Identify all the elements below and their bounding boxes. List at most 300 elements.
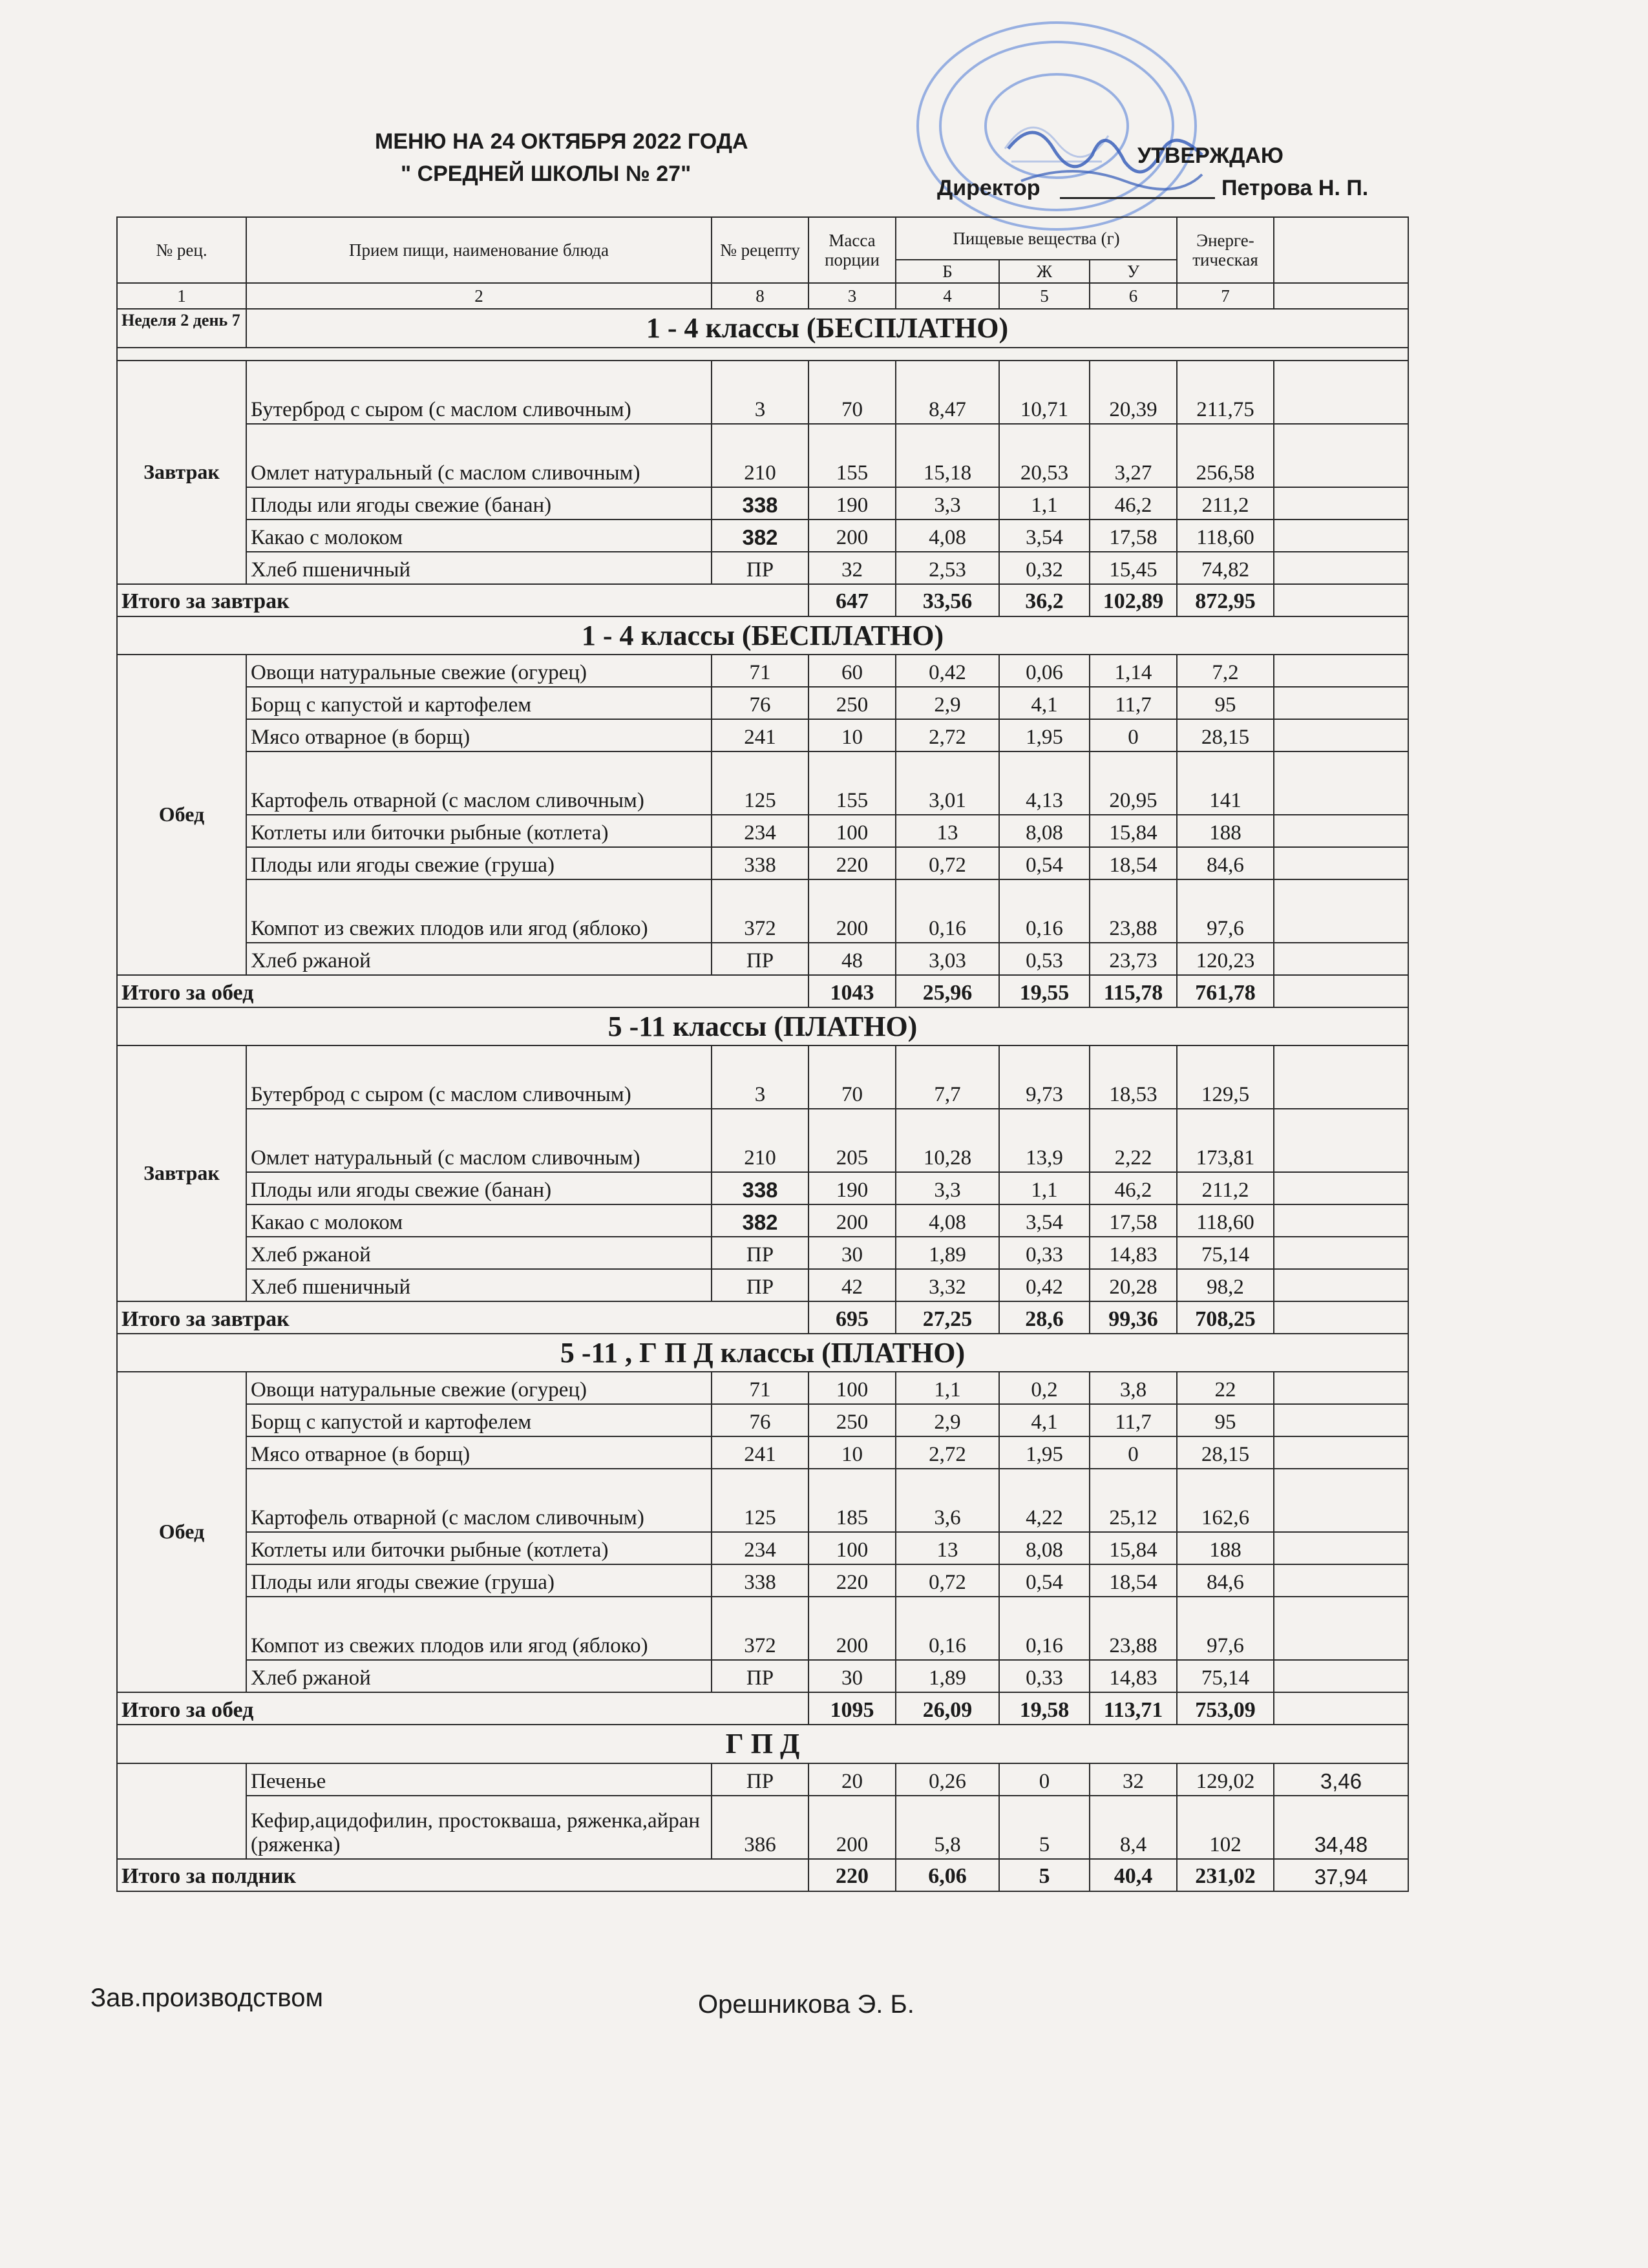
portion-mass: 100 [808, 1532, 896, 1564]
recipe-number: 3 [712, 1045, 808, 1109]
portion-mass: 190 [808, 1172, 896, 1204]
section-title-row [117, 1007, 1408, 1045]
dish-name: Бутерброд с сыром (с маслом сливочным) [246, 361, 712, 424]
col-u-header: У [1090, 260, 1177, 283]
portion-mass: 32 [808, 552, 896, 584]
carb-value: 17,58 [1090, 1204, 1177, 1237]
total-carb: 102,89 [1090, 584, 1177, 616]
approve-label: УТВЕРЖДАЮ [1137, 143, 1284, 168]
extra-value [1274, 1597, 1408, 1660]
dish-name: Компот из свежих плодов или ягод (яблоко) [246, 879, 712, 943]
section-title: 5 -11 классы (ПЛАТНО) [117, 1007, 1408, 1045]
dish-name: Компот из свежих плодов или ягод (яблоко) [246, 1597, 712, 1660]
protein-value: 0,42 [896, 655, 999, 687]
total-energy: 761,78 [1177, 975, 1274, 1007]
total-mass: 220 [808, 1859, 896, 1891]
carb-value: 17,58 [1090, 520, 1177, 552]
recipe-number: 386 [712, 1796, 808, 1859]
portion-mass: 220 [808, 847, 896, 879]
protein-value: 2,72 [896, 1436, 999, 1469]
dish-name: Борщ с капустой и картофелем [246, 1404, 712, 1436]
fat-value: 8,08 [999, 815, 1090, 847]
energy-value: 84,6 [1177, 1564, 1274, 1597]
energy-value: 98,2 [1177, 1269, 1274, 1301]
week-day-label: Неделя 2 день 7 [117, 309, 246, 347]
extra-value: 3,46 [1274, 1763, 1408, 1796]
dish-row [117, 655, 1408, 687]
fat-value: 13,9 [999, 1109, 1090, 1172]
dish-row [117, 1660, 1408, 1692]
col-dish-header: Прием пищи, наименование блюда [246, 217, 712, 283]
dish-name: Мясо отварное (в борщ) [246, 1436, 712, 1469]
recipe-number: 338 [712, 487, 808, 520]
energy-value: 22 [1177, 1372, 1274, 1404]
fat-value: 9,73 [999, 1045, 1090, 1109]
energy-value: 120,23 [1177, 943, 1274, 975]
carb-value: 1,14 [1090, 655, 1177, 687]
protein-value: 0,72 [896, 847, 999, 879]
recipe-number: ПР [712, 1660, 808, 1692]
portion-mass: 42 [808, 1269, 896, 1301]
portion-mass: 100 [808, 1372, 896, 1404]
fat-value: 1,95 [999, 1436, 1090, 1469]
dish-row [117, 1404, 1408, 1436]
recipe-number: 234 [712, 1532, 808, 1564]
carb-value: 14,83 [1090, 1660, 1177, 1692]
total-label: Итого за обед [117, 975, 808, 1007]
protein-value: 0,72 [896, 1564, 999, 1597]
total-label: Итого за обед [117, 1692, 808, 1725]
fat-value: 0,53 [999, 943, 1090, 975]
fat-value: 10,71 [999, 361, 1090, 424]
dish-name: Какао с молоком [246, 520, 712, 552]
dish-row [117, 520, 1408, 552]
energy-value: 211,2 [1177, 487, 1274, 520]
protein-value: 2,72 [896, 719, 999, 751]
carb-value: 18,54 [1090, 847, 1177, 879]
dish-name: Картофель отварной (с маслом сливочным) [246, 1469, 712, 1532]
energy-value: 95 [1177, 1404, 1274, 1436]
dish-name: Омлет натуральный (с маслом сливочным) [246, 1109, 712, 1172]
dish-name: Борщ с капустой и картофелем [246, 687, 712, 719]
fat-value: 1,95 [999, 719, 1090, 751]
dish-row [117, 1796, 1408, 1859]
portion-mass: 250 [808, 1404, 896, 1436]
recipe-number: 3 [712, 361, 808, 424]
spacer-cell [117, 348, 1408, 361]
carb-value: 2,22 [1090, 1109, 1177, 1172]
section-title: 1 - 4 классы (БЕСПЛАТНО) [246, 309, 1408, 347]
meal-label: Завтрак [117, 1045, 246, 1301]
fat-value: 5 [999, 1796, 1090, 1859]
energy-value: 28,15 [1177, 719, 1274, 751]
carb-value: 3,27 [1090, 424, 1177, 487]
recipe-number: 76 [712, 687, 808, 719]
portion-mass: 70 [808, 1045, 896, 1109]
energy-value: 97,6 [1177, 1597, 1274, 1660]
header-row [117, 217, 1408, 260]
dish-row [117, 1237, 1408, 1269]
col-rec-header: № рец. [117, 217, 246, 283]
fat-value: 4,1 [999, 687, 1090, 719]
carb-value: 18,54 [1090, 1564, 1177, 1597]
dish-row [117, 687, 1408, 719]
total-extra [1274, 1301, 1408, 1334]
total-fat: 5 [999, 1859, 1090, 1891]
protein-value: 3,01 [896, 751, 999, 815]
fat-value: 0,2 [999, 1372, 1090, 1404]
index-cell: 1 [117, 283, 246, 309]
total-fat: 28,6 [999, 1301, 1090, 1334]
dish-row [117, 361, 1408, 424]
section-title: Г П Д [117, 1725, 1408, 1763]
recipe-number: 71 [712, 655, 808, 687]
carb-value: 20,95 [1090, 751, 1177, 815]
recipe-number: ПР [712, 1269, 808, 1301]
col-energy-header: Энерге-тическая [1177, 217, 1274, 283]
carb-value: 20,39 [1090, 361, 1177, 424]
fat-value: 0 [999, 1763, 1090, 1796]
protein-value: 1,89 [896, 1237, 999, 1269]
recipe-number: 125 [712, 751, 808, 815]
total-row [117, 975, 1408, 1007]
energy-value: 7,2 [1177, 655, 1274, 687]
carb-value: 0 [1090, 1436, 1177, 1469]
meal-label: Обед [117, 655, 246, 975]
energy-value: 75,14 [1177, 1237, 1274, 1269]
extra-value [1274, 1045, 1408, 1109]
portion-mass: 30 [808, 1660, 896, 1692]
col-b-header: Б [896, 260, 999, 283]
protein-value: 0,16 [896, 879, 999, 943]
recipe-number: 372 [712, 1597, 808, 1660]
dish-name: Какао с молоком [246, 1204, 712, 1237]
extra-value [1274, 487, 1408, 520]
carb-value: 23,73 [1090, 943, 1177, 975]
portion-mass: 20 [808, 1763, 896, 1796]
protein-value: 3,32 [896, 1269, 999, 1301]
protein-value: 1,1 [896, 1372, 999, 1404]
extra-value [1274, 1269, 1408, 1301]
portion-mass: 155 [808, 424, 896, 487]
carb-value: 14,83 [1090, 1237, 1177, 1269]
energy-value: 97,6 [1177, 879, 1274, 943]
recipe-number: 372 [712, 879, 808, 943]
carb-value: 15,45 [1090, 552, 1177, 584]
recipe-number: 382 [712, 520, 808, 552]
recipe-number: 241 [712, 1436, 808, 1469]
energy-value: 188 [1177, 1532, 1274, 1564]
carb-value: 25,12 [1090, 1469, 1177, 1532]
fat-value: 0,16 [999, 879, 1090, 943]
section-title-row [117, 309, 1408, 347]
fat-value: 4,1 [999, 1404, 1090, 1436]
fat-value: 0,33 [999, 1237, 1090, 1269]
extra-value [1274, 1564, 1408, 1597]
fat-value: 0,06 [999, 655, 1090, 687]
total-protein: 27,25 [896, 1301, 999, 1334]
carb-value: 8,4 [1090, 1796, 1177, 1859]
energy-value: 102 [1177, 1796, 1274, 1859]
dish-name: Картофель отварной (с маслом сливочным) [246, 751, 712, 815]
fat-value: 0,32 [999, 552, 1090, 584]
extra-value [1274, 815, 1408, 847]
energy-value: 84,6 [1177, 847, 1274, 879]
dish-row [117, 751, 1408, 815]
total-mass: 647 [808, 584, 896, 616]
total-carb: 115,78 [1090, 975, 1177, 1007]
total-extra [1274, 584, 1408, 616]
portion-mass: 200 [808, 520, 896, 552]
dish-name: Овощи натуральные свежие (огурец) [246, 655, 712, 687]
fat-value: 1,1 [999, 1172, 1090, 1204]
signature-line [1060, 197, 1215, 199]
dish-name: Хлеб ржаной [246, 1660, 712, 1692]
recipe-number: 234 [712, 815, 808, 847]
portion-mass: 48 [808, 943, 896, 975]
extra-value [1274, 655, 1408, 687]
fat-value: 0,42 [999, 1269, 1090, 1301]
index-cell: 8 [712, 283, 808, 309]
extra-value [1274, 751, 1408, 815]
total-row [117, 1859, 1408, 1891]
protein-value: 13 [896, 1532, 999, 1564]
carb-value: 32 [1090, 1763, 1177, 1796]
fat-value: 8,08 [999, 1532, 1090, 1564]
portion-mass: 60 [808, 655, 896, 687]
extra-value [1274, 520, 1408, 552]
dish-name: Бутерброд с сыром (с маслом сливочным) [246, 1045, 712, 1109]
carb-value: 20,28 [1090, 1269, 1177, 1301]
energy-value: 173,81 [1177, 1109, 1274, 1172]
energy-value: 211,75 [1177, 361, 1274, 424]
production-manager-label: Зав.производством [90, 1984, 323, 2012]
total-protein: 26,09 [896, 1692, 999, 1725]
extra-value [1274, 1109, 1408, 1172]
meal-label: Завтрак [117, 361, 246, 584]
menu-table [116, 216, 1409, 1892]
section-title: 1 - 4 классы (БЕСПЛАТНО) [117, 616, 1408, 655]
dish-name: Плоды или ягоды свежие (банан) [246, 487, 712, 520]
extra-value [1274, 1172, 1408, 1204]
director-label: Директор [937, 176, 1041, 200]
protein-value: 4,08 [896, 1204, 999, 1237]
fat-value: 4,13 [999, 751, 1090, 815]
portion-mass: 250 [808, 687, 896, 719]
fat-value: 0,33 [999, 1660, 1090, 1692]
protein-value: 10,28 [896, 1109, 999, 1172]
dish-row [117, 1045, 1408, 1109]
carb-value: 0 [1090, 719, 1177, 751]
dish-name: Хлеб ржаной [246, 943, 712, 975]
section-title-row [117, 1725, 1408, 1763]
extra-value [1274, 1204, 1408, 1237]
total-extra [1274, 975, 1408, 1007]
index-cell: 4 [896, 283, 999, 309]
fat-value: 4,22 [999, 1469, 1090, 1532]
recipe-number: 338 [712, 847, 808, 879]
portion-mass: 10 [808, 719, 896, 751]
total-row [117, 1692, 1408, 1725]
meal-label: Обед [117, 1372, 246, 1692]
portion-mass: 30 [808, 1237, 896, 1269]
extra-value [1274, 1237, 1408, 1269]
protein-value: 3,03 [896, 943, 999, 975]
protein-value: 8,47 [896, 361, 999, 424]
recipe-number: 210 [712, 1109, 808, 1172]
total-label: Итого за завтрак [117, 1301, 808, 1334]
dish-row [117, 719, 1408, 751]
dish-row [117, 1564, 1408, 1597]
index-cell: 2 [246, 283, 712, 309]
portion-mass: 185 [808, 1469, 896, 1532]
extra-value [1274, 1436, 1408, 1469]
dish-name: Печенье [246, 1763, 712, 1796]
portion-mass: 155 [808, 751, 896, 815]
director-name: Петрова Н. П. [1221, 176, 1369, 200]
recipe-number: ПР [712, 943, 808, 975]
protein-value: 3,3 [896, 487, 999, 520]
total-fat: 36,2 [999, 584, 1090, 616]
extra-value [1274, 1372, 1408, 1404]
total-protein: 6,06 [896, 1859, 999, 1891]
section-title-row [117, 616, 1408, 655]
section-title: 5 -11 , Г П Д классы (ПЛАТНО) [117, 1334, 1408, 1372]
total-protein: 33,56 [896, 584, 999, 616]
extra-value [1274, 687, 1408, 719]
dish-row [117, 1469, 1408, 1532]
total-carb: 113,71 [1090, 1692, 1177, 1725]
dish-name: Котлеты или биточки рыбные (котлета) [246, 815, 712, 847]
total-fat: 19,58 [999, 1692, 1090, 1725]
recipe-number: 338 [712, 1564, 808, 1597]
dish-row [117, 943, 1408, 975]
recipe-number: 338 [712, 1172, 808, 1204]
total-protein: 25,96 [896, 975, 999, 1007]
total-mass: 1095 [808, 1692, 896, 1725]
energy-value: 129,5 [1177, 1045, 1274, 1109]
energy-value: 129,02 [1177, 1763, 1274, 1796]
protein-value: 4,08 [896, 520, 999, 552]
fat-value: 3,54 [999, 520, 1090, 552]
portion-mass: 190 [808, 487, 896, 520]
dish-row [117, 1204, 1408, 1237]
dish-row [117, 1372, 1408, 1404]
protein-value: 2,53 [896, 552, 999, 584]
extra-value [1274, 1660, 1408, 1692]
protein-value: 3,3 [896, 1172, 999, 1204]
dish-name: Котлеты или биточки рыбные (котлета) [246, 1532, 712, 1564]
energy-value: 188 [1177, 815, 1274, 847]
carb-value: 46,2 [1090, 487, 1177, 520]
dish-name: Мясо отварное (в борщ) [246, 719, 712, 751]
portion-mass: 220 [808, 1564, 896, 1597]
energy-value: 75,14 [1177, 1660, 1274, 1692]
index-cell-empty [1274, 283, 1408, 309]
dish-row [117, 1436, 1408, 1469]
index-cell: 3 [808, 283, 896, 309]
section-title-row [117, 1334, 1408, 1372]
protein-value: 2,9 [896, 687, 999, 719]
protein-value: 0,26 [896, 1763, 999, 1796]
fat-value: 3,54 [999, 1204, 1090, 1237]
total-energy: 872,95 [1177, 584, 1274, 616]
total-energy: 231,02 [1177, 1859, 1274, 1891]
protein-value: 7,7 [896, 1045, 999, 1109]
total-row [117, 584, 1408, 616]
fat-value: 20,53 [999, 424, 1090, 487]
protein-value: 15,18 [896, 424, 999, 487]
dish-name: Кефир,ацидофилин, простокваша, ряженка,айран (ряженка) [246, 1796, 712, 1859]
carb-value: 15,84 [1090, 1532, 1177, 1564]
fat-value: 0,54 [999, 1564, 1090, 1597]
index-cell: 5 [999, 283, 1090, 309]
recipe-number: ПР [712, 1763, 808, 1796]
total-energy: 708,25 [1177, 1301, 1274, 1334]
portion-mass: 10 [808, 1436, 896, 1469]
index-cell: 7 [1177, 283, 1274, 309]
carb-value: 3,8 [1090, 1372, 1177, 1404]
energy-value: 95 [1177, 687, 1274, 719]
protein-value: 1,89 [896, 1660, 999, 1692]
portion-mass: 200 [808, 1796, 896, 1859]
extra-value [1274, 847, 1408, 879]
dish-row [117, 847, 1408, 879]
recipe-number: ПР [712, 1237, 808, 1269]
energy-value: 28,15 [1177, 1436, 1274, 1469]
portion-mass: 200 [808, 1204, 896, 1237]
recipe-number: 241 [712, 719, 808, 751]
dish-row [117, 1532, 1408, 1564]
fat-value: 1,1 [999, 487, 1090, 520]
dish-name: Плоды или ягоды свежие (груша) [246, 847, 712, 879]
dish-row [117, 1172, 1408, 1204]
protein-value: 0,16 [896, 1597, 999, 1660]
carb-value: 15,84 [1090, 815, 1177, 847]
dish-row [117, 424, 1408, 487]
dish-row [117, 1109, 1408, 1172]
portion-mass: 205 [808, 1109, 896, 1172]
extra-value [1274, 361, 1408, 424]
recipe-number: 125 [712, 1469, 808, 1532]
protein-value: 13 [896, 815, 999, 847]
recipe-number: 210 [712, 424, 808, 487]
extra-value [1274, 552, 1408, 584]
total-mass: 695 [808, 1301, 896, 1334]
dish-row [117, 1597, 1408, 1660]
total-mass: 1043 [808, 975, 896, 1007]
total-label: Итого за полдник [117, 1859, 808, 1891]
dish-row [117, 1763, 1408, 1796]
energy-value: 118,60 [1177, 520, 1274, 552]
energy-value: 141 [1177, 751, 1274, 815]
total-fat: 19,55 [999, 975, 1090, 1007]
extra-value [1274, 424, 1408, 487]
energy-value: 211,2 [1177, 1172, 1274, 1204]
dish-row [117, 815, 1408, 847]
energy-value: 162,6 [1177, 1469, 1274, 1532]
portion-mass: 100 [808, 815, 896, 847]
fat-value: 0,16 [999, 1597, 1090, 1660]
extra-value [1274, 1404, 1408, 1436]
carb-value: 23,88 [1090, 1597, 1177, 1660]
carb-value: 23,88 [1090, 879, 1177, 943]
energy-value: 256,58 [1177, 424, 1274, 487]
protein-value: 2,9 [896, 1404, 999, 1436]
dish-name: Хлеб пшеничный [246, 552, 712, 584]
total-carb: 40,4 [1090, 1859, 1177, 1891]
menu-title: МЕНЮ НА 24 ОКТЯБРЯ 2022 ГОДА [375, 129, 748, 154]
